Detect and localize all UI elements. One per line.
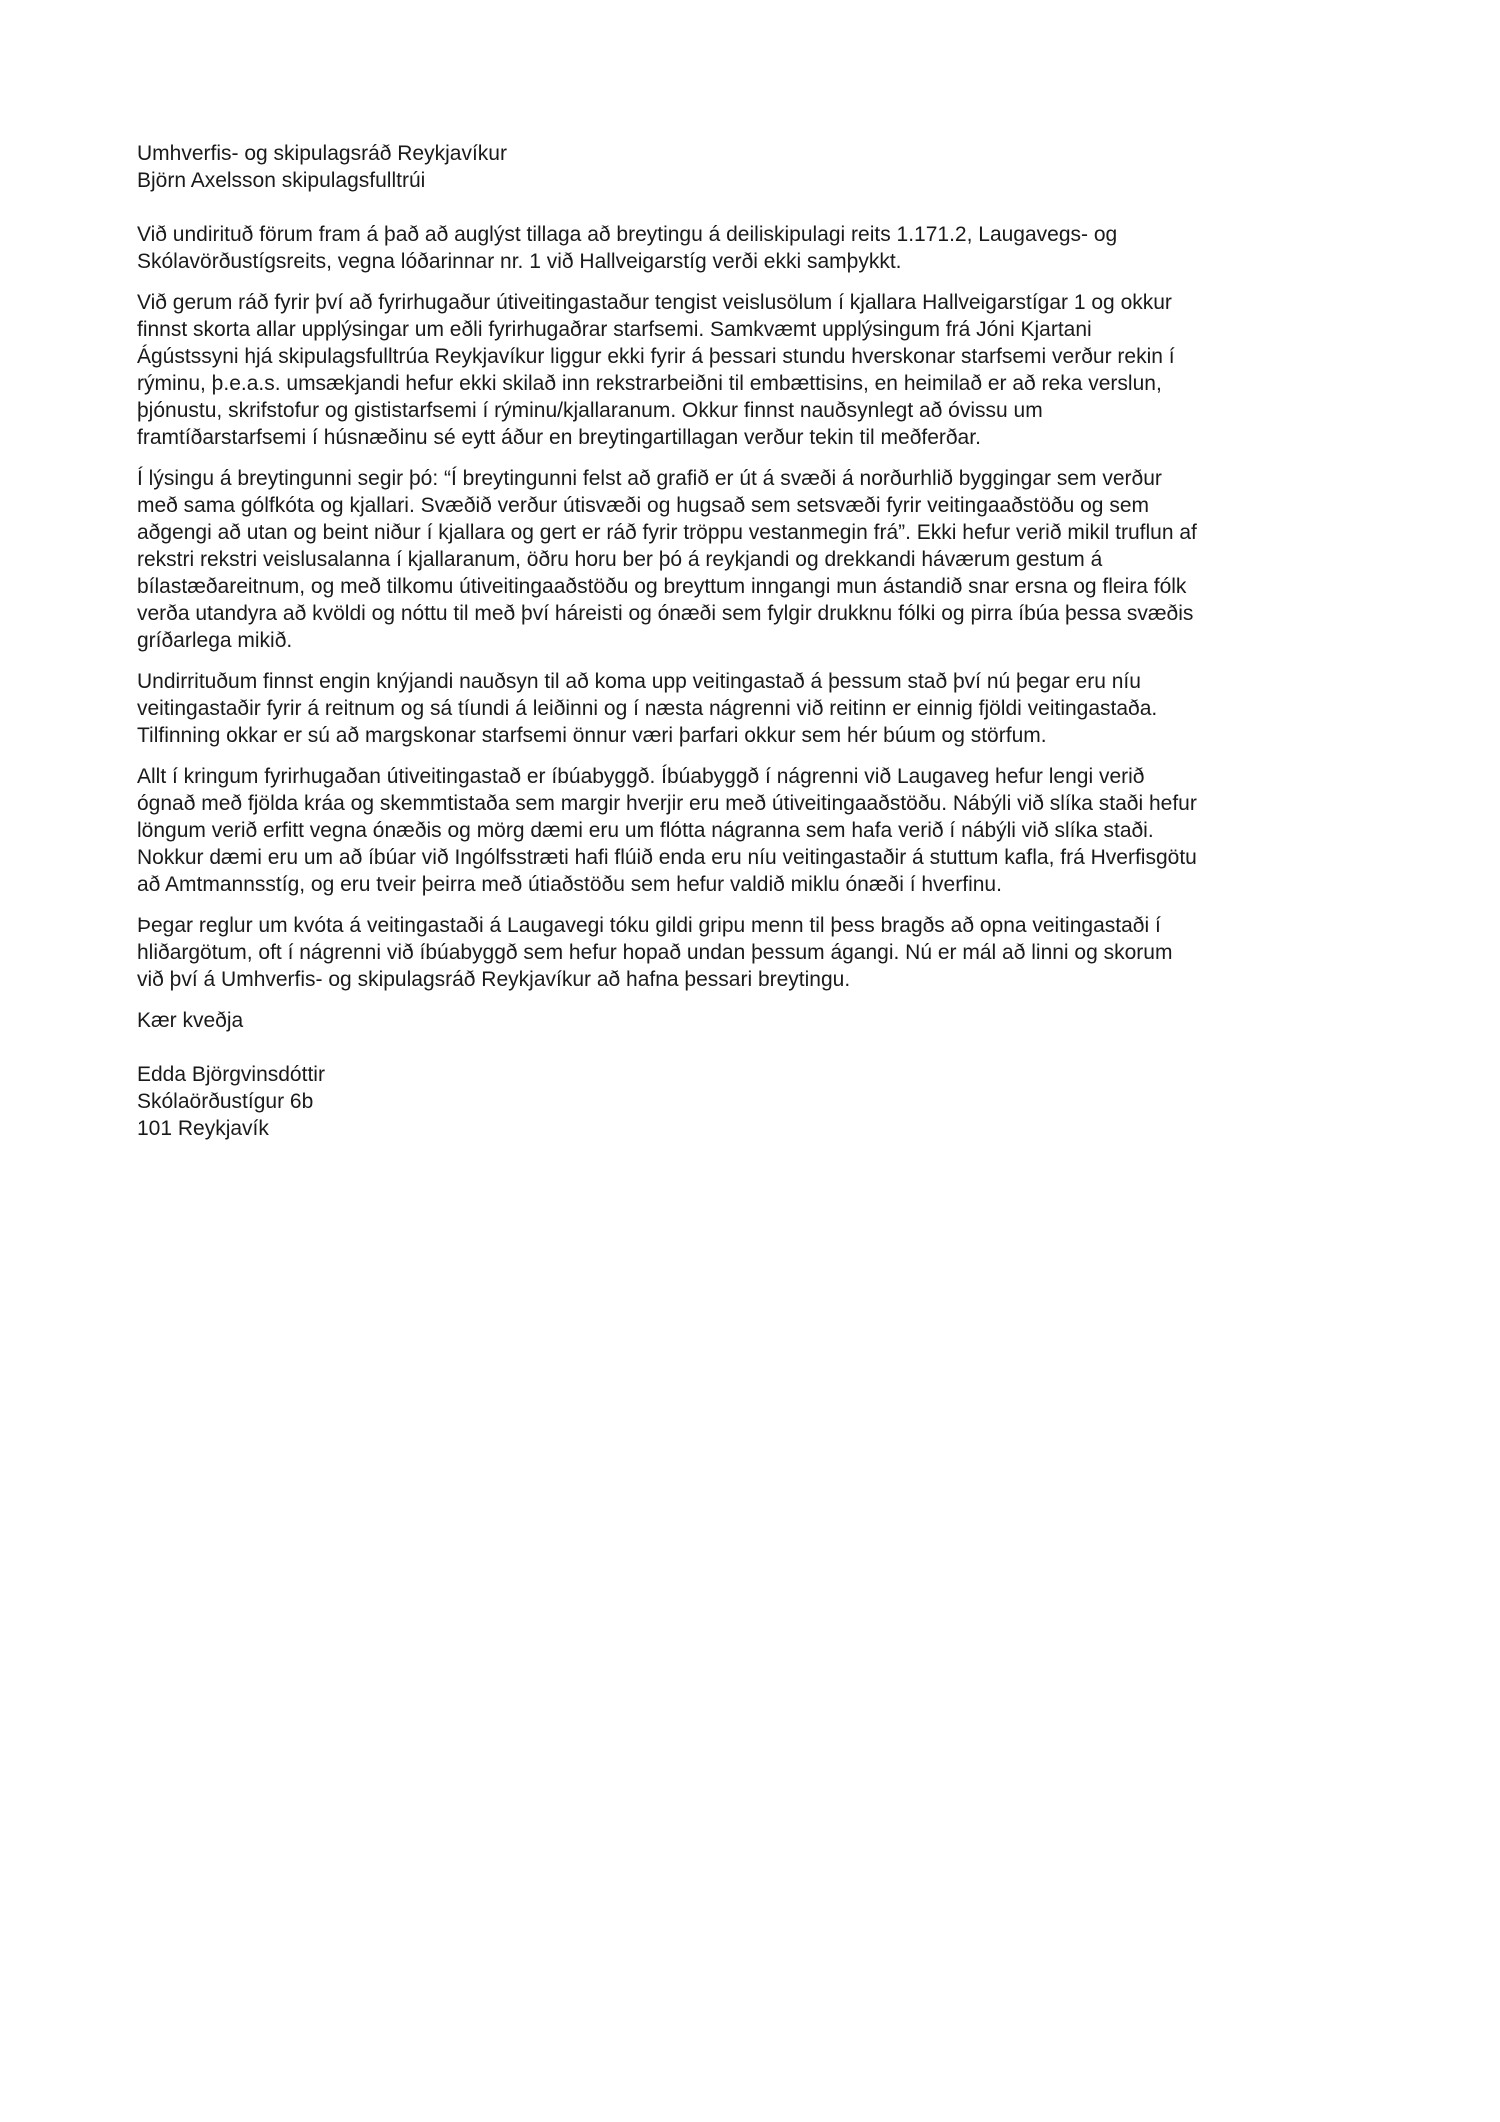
letter-paragraph-1: Við undirituð förum fram á það að auglýst tillaga að breytingu á deiliskipulagi reits 1.171.2, Laugavegs- og Skólavörðustígsreits, vegna lóðarinnar nr. 1 við Hallveigarstíg verði ekki samþykkt. [137,223,1118,273]
signature-name: Edda Björgvinsdóttir [137,1063,325,1086]
recipient-line-organization: Umhverfis- og skipulagsráð Reykjavíkur [137,142,507,165]
letter-paragraph-3: Í lýsingu á breytingunni segir þó: “Í breytingunni felst að grafið er út á svæði á norðurhlið byggingar sem verður með sama gólfkóta og kjallari. Svæðið verður útisvæði og hugsað sem setsvæði fyrir veitingaaðstöðu og sem aðgengi að utan og beint niður í kjallara og gert er ráð fyrir tröppu vestanmegin frá”. Ekki hefur verið mikil truflun af rekstri rekstri veislusalanna í kjallaranum, öðru horu ber þó á reykjandi og drekkandi háværum gestum á bílastæðareitnum, og með tilkomu útiveitingaaðstöðu og breyttum inngangi mun ástandið snar ersna og fleira fólk verða utandyra að kvöldi og nóttu til með því háreisti og ónæði sem fylgir drukknu fólki og pirra íbúa þessa svæðis gríðarlega mikið. [137,467,1197,652]
letter-paragraph-6: Þegar reglur um kvóta á veitingastaði á Laugavegi tóku gildi gripu menn til þess bragðs að opna veitingastaði í hliðargötum, oft í nágrenni við íbúabyggð sem hefur hopað undan þessum ágangi. Nú er mál að linni og skorum við því á Umhverfis- og skipulagsráð Reykjavíkur að hafna þessari breytingu. [137,914,1173,991]
recipient-line-person: Björn Axelsson skipulagsfulltrúi [137,169,426,192]
closing-salutation: Kær kveðja [137,1009,244,1032]
signature-street: Skólaörðustígur 6b [137,1090,314,1113]
signature-city: 101 Reykjavík [137,1117,269,1140]
letter-content [137,140,1197,1142]
recipient-block [137,140,1197,194]
letter-paragraph-5: Allt í kringum fyrirhugaðan útiveitingastað er íbúabyggð. Íbúabyggð í nágrenni við Laugaveg hefur lengi verið ógnað með fjölda kráa og skemmtistaða sem margir hverjir eru með útiveitingaaðstöðu. Nábýli við slíka staði hefur löngum verið erfitt vegna ónæðis og mörg dæmi eru um flótta nágranna sem hafa verið í nábýli við slíka staði. Nokkur dæmi eru um að íbúar við Ingólfsstræti hafi flúið enda eru níu veitingastaðir á stuttum kafla, frá Hverfisgötu að Amtmannsstíg, og eru tveir þeirra með útiaðstöðu sem hefur valdið miklu ónæði í hverfinu. [137,765,1197,896]
letter-paragraph-4: Undirrituðum finnst engin knýjandi nauðsyn til að koma upp veitingastað á þessum stað því nú þegar eru níu veitingastaðir fyrir á reitnum og sá tíundi á leiðinni og í næsta nágrenni við reitinn er einnig fjöldi veitingastaða. Tilfinning okkar er sú að margskonar starfsemi önnur væri þarfari okkur sem hér búum og störfum. [137,670,1158,747]
signature-block [137,1061,1197,1142]
letter-paragraph-2: Við gerum ráð fyrir því að fyrirhugaður útiveitingastaður tengist veislusölum í kjallara Hallveigarstígar 1 og okkur finnst skorta allar upplýsingar um eðli fyrirhugaðrar starfsemi. Samkvæmt upplýsingum frá Jóni Kjartani Ágústssyni hjá skipulagsfulltrúa Reykjavíkur liggur ekki fyrir á þessari stundu hverskonar starfsemi verður rekin í rýminu, þ.e.a.s. umsækjandi hefur ekki skilað inn rekstrarbeiðni til embættisins, en heimilað er að reka verslun, þjónustu, skrifstofur og gististarfsemi í rýminu/kjallaranum. Okkur finnst nauðsynlegt að óvissu um framtíðarstarfsemi í húsnæðinu sé eytt áður en breytingartillagan verður tekin til meðferðar. [137,291,1175,449]
